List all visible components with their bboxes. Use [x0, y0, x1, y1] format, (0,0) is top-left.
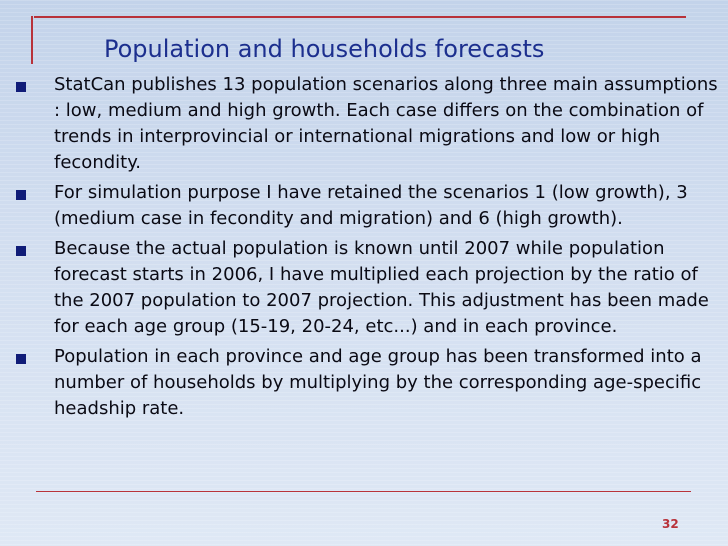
bullet-item	[16, 180, 722, 232]
bullet-text: StatCan publishes 13 population scenarios along three main assumptions : low, medium and high growth. Each case differs on the combination of trends in interprovincial or international migrations and low or high fecondity.	[54, 74, 718, 173]
bullet-list	[16, 72, 722, 426]
square-bullet-icon	[16, 82, 26, 92]
side-rule	[31, 16, 33, 64]
top-rule	[34, 16, 686, 18]
bullet-item	[16, 344, 722, 422]
bullet-text: Population in each province and age group has been transformed into a number of households by multiplying by the corresponding age-specific headship rate.	[54, 346, 702, 419]
bottom-rule	[36, 491, 691, 492]
square-bullet-icon	[16, 190, 26, 200]
bullet-item	[16, 72, 722, 176]
square-bullet-icon	[16, 354, 26, 364]
bullet-text: For simulation purpose I have retained the scenarios 1 (low growth), 3 (medium case in fecondity and migration) and 6 (high growth).	[54, 182, 688, 229]
bullet-item	[16, 236, 722, 340]
slide-title: Population and households forecasts	[104, 35, 545, 63]
page-number: 32	[662, 517, 679, 531]
square-bullet-icon	[16, 246, 26, 256]
bullet-text: Because the actual population is known until 2007 while population forecast starts in 2006, I have multiplied each projection by the ratio of the 2007 population to 2007 projection. This adjustment has been made for each age group (15-19, 20-24, etc...) and in each province.	[54, 238, 709, 337]
